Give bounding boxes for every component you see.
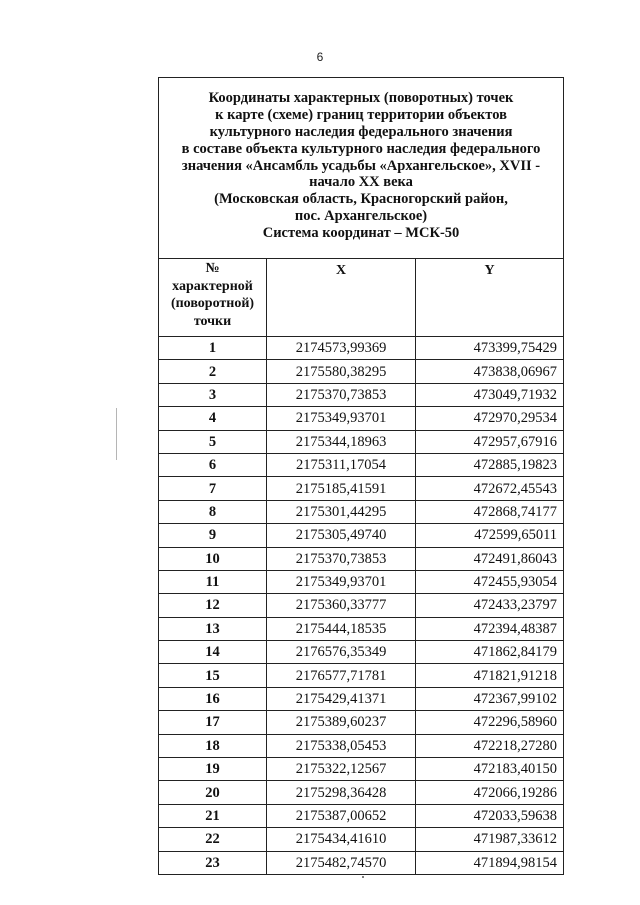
x-coordinate-cell: 2174573,99369 [267,337,416,360]
y-coordinate-cell: 472491,86043 [416,547,564,570]
x-coordinate-cell: 2176576,35349 [267,641,416,664]
title-row [159,78,564,259]
x-coordinate-cell: 2176577,71781 [267,664,416,687]
title-line: к карте (схеме) границ территории объектов [215,107,507,124]
y-coordinate-cell: 471862,84179 [416,641,564,664]
title-line: в составе объекта культурного наследия федерального [181,140,541,157]
x-coordinate-cell: 2175298,36428 [267,781,416,804]
x-coordinate-cell: 2175434,41610 [267,828,416,851]
point-number-cell: 7 [159,477,267,500]
header-line: № [205,261,220,276]
table-row [159,664,564,687]
x-coordinate-cell: 2175429,41371 [267,687,416,710]
point-number-cell: 15 [159,664,267,687]
table-row [159,430,564,453]
y-coordinate-cell: 472433,23797 [416,594,564,617]
title-line: начало XX века [309,174,413,191]
x-coordinate-cell: 2175322,12567 [267,758,416,781]
table-row [159,828,564,851]
y-coordinate-cell: 472218,27280 [416,734,564,757]
title-line: пос. Архангельское) [294,207,428,224]
y-coordinate-cell: 473399,75429 [416,337,564,360]
header-line: точки [193,313,232,329]
y-coordinate-cell: 472394,48387 [416,617,564,640]
header-line: характерной [172,278,253,294]
x-coordinate-cell: 2175338,05453 [267,734,416,757]
point-number-cell: 5 [159,430,267,453]
x-coordinate-cell: 2175389,60237 [267,711,416,734]
header-row [159,259,564,337]
table-row [159,547,564,570]
x-coordinate-cell: 2175185,41591 [267,477,416,500]
table-row [159,758,564,781]
table-row [159,617,564,640]
y-coordinate-cell: 472599,65011 [416,524,564,547]
point-number-cell: 23 [159,851,267,874]
point-number-cell: 14 [159,641,267,664]
x-coordinate-cell: 2175349,93701 [267,407,416,430]
table-title [159,78,564,259]
x-coordinate-cell: 2175387,00652 [267,804,416,827]
point-number-cell: 6 [159,453,267,476]
y-coordinate-cell: 471821,91218 [416,664,564,687]
x-coordinate-cell: 2175370,73853 [267,547,416,570]
x-coordinate-cell: 2175344,18963 [267,430,416,453]
point-number-cell: 22 [159,828,267,851]
x-coordinate-cell: 2175444,18535 [267,617,416,640]
table-row [159,804,564,827]
scan-speck [362,876,364,878]
table-row [159,734,564,757]
point-number-cell: 17 [159,711,267,734]
table-row [159,711,564,734]
y-coordinate-cell: 473838,06967 [416,360,564,383]
point-number-cell: 18 [159,734,267,757]
x-coordinate-cell: 2175301,44295 [267,500,416,523]
table-row [159,337,564,360]
header-line: (поворотной) [170,296,255,311]
table-row [159,360,564,383]
point-number-cell: 2 [159,360,267,383]
x-coordinate-cell: 2175305,49740 [267,524,416,547]
table-row [159,641,564,664]
y-coordinate-cell: 473049,71932 [416,383,564,406]
x-coordinate-cell: 2175360,33777 [267,594,416,617]
table-row [159,851,564,874]
y-coordinate-cell: 472455,93054 [416,570,564,593]
x-coordinate-cell: 2175482,74570 [267,851,416,874]
table-row [159,594,564,617]
point-number-cell: 16 [159,687,267,710]
y-coordinate-cell: 472957,67916 [416,430,564,453]
table-row [159,570,564,593]
x-coordinate-cell: 2175370,73853 [267,383,416,406]
margin-mark [116,408,117,460]
y-coordinate-cell: 472367,99102 [416,687,564,710]
point-number-cell: 12 [159,594,267,617]
x-coordinate-cell: 2175580,38295 [267,360,416,383]
table-row [159,687,564,710]
table-row [159,781,564,804]
table-row [159,477,564,500]
y-coordinate-cell: 471894,98154 [416,851,564,874]
title-line: (Московская область, Красногорский район, [214,191,508,208]
point-number-cell: 8 [159,500,267,523]
x-coordinate-cell: 2175349,93701 [267,570,416,593]
y-coordinate-cell: 472672,45543 [416,477,564,500]
y-coordinate-cell: 472868,74177 [416,500,564,523]
table-row [159,453,564,476]
point-number-cell: 9 [159,524,267,547]
point-number-cell: 20 [159,781,267,804]
column-header-point-number [159,259,267,337]
column-header-x: X [267,259,416,337]
y-coordinate-cell: 472033,59638 [416,804,564,827]
y-coordinate-cell: 472296,58960 [416,711,564,734]
point-number-cell: 19 [159,758,267,781]
title-line: значения «Ансамбль усадьбы «Архангельское», XVII - [181,157,541,174]
table-row [159,524,564,547]
table-row [159,383,564,406]
column-header-y: Y [416,259,564,337]
x-coordinate-cell: 2175311,17054 [267,453,416,476]
page-number: 6 [316,50,324,64]
point-number-cell: 10 [159,547,267,570]
coordinates-table-wrapper [158,77,563,875]
y-coordinate-cell: 472970,29534 [416,407,564,430]
y-coordinate-cell: 472066,19286 [416,781,564,804]
title-line: культурного наследия федерального значения [209,124,513,140]
point-number-cell: 4 [159,407,267,430]
title-line: Система координат – МСК-50 [262,224,460,241]
table-row [159,500,564,523]
y-coordinate-cell: 471987,33612 [416,828,564,851]
coordinates-table [158,77,564,875]
y-coordinate-cell: 472885,19823 [416,453,564,476]
y-coordinate-cell: 472183,40150 [416,758,564,781]
point-number-cell: 1 [159,337,267,360]
point-number-cell: 3 [159,383,267,406]
point-number-cell: 13 [159,617,267,640]
title-line: Координаты характерных (поворотных) точек [208,90,514,107]
table-row [159,407,564,430]
point-number-cell: 21 [159,804,267,827]
point-number-cell: 11 [159,570,267,593]
